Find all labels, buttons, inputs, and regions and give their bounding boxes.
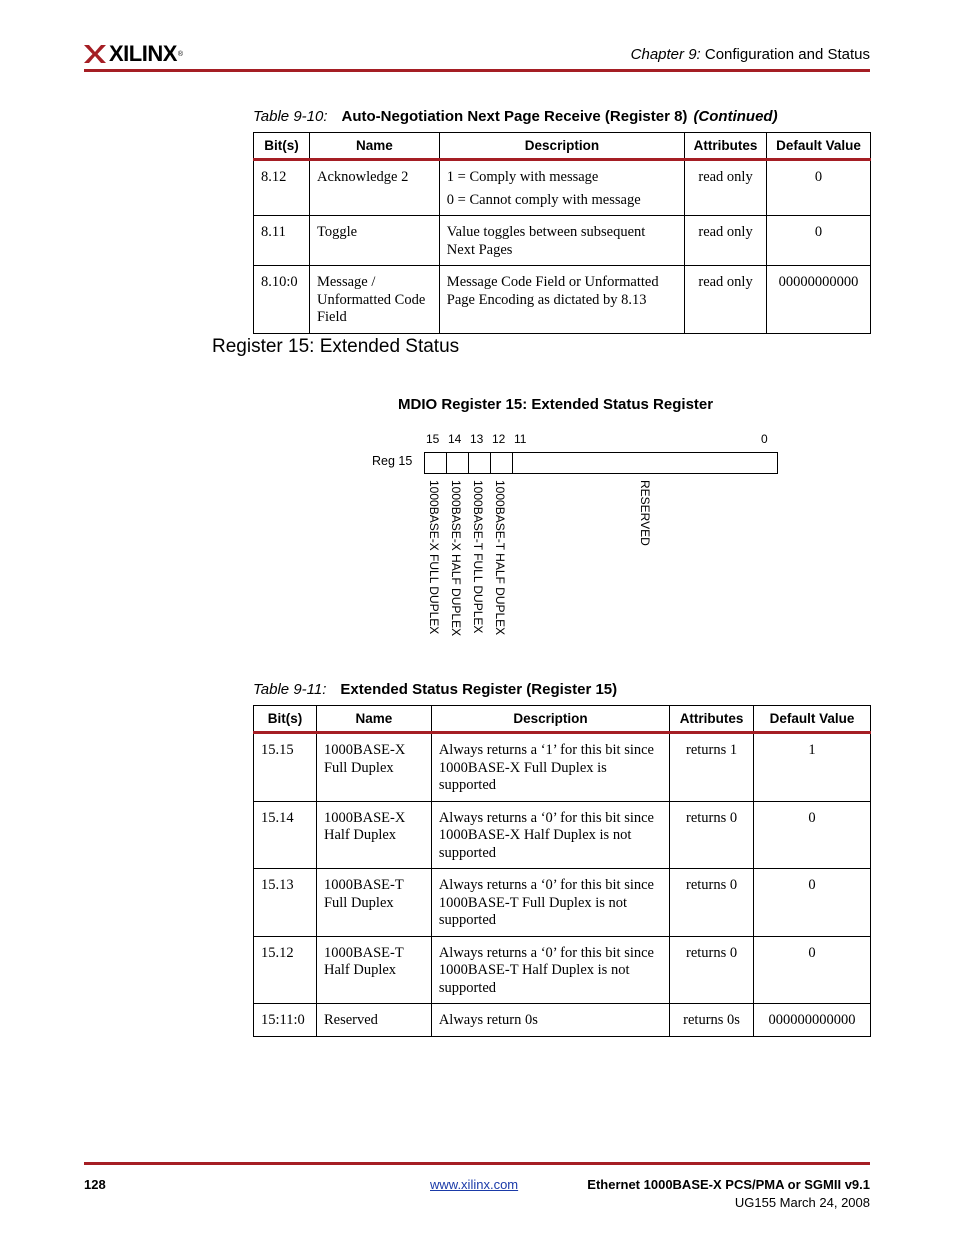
description-line: 1 = Comply with message	[446, 169, 599, 185]
cell-name: 1000BASE-T Full Duplex	[316, 869, 431, 937]
cell-default: 0	[754, 869, 871, 937]
cell-name: 1000BASE-X Half Duplex	[316, 801, 431, 869]
cell-bits: 15.13	[254, 869, 317, 937]
cell-description: Always return 0s	[431, 1004, 669, 1037]
section-heading: Register 15: Extended Status	[212, 336, 460, 357]
cell-bits: 8.11	[254, 216, 310, 266]
cell-description: Always returns a ‘0’ for this bit since 1000BASE-T Half Duplex is not supported	[431, 936, 669, 1004]
table-9-10	[253, 132, 871, 334]
footer-website-link[interactable]: www.xilinx.com	[430, 1177, 519, 1192]
table-row	[254, 266, 871, 334]
cell-default: 1	[754, 733, 871, 802]
register-label: Reg 15	[372, 454, 413, 468]
cell-name: Acknowledge 2	[309, 160, 439, 216]
table-row	[254, 216, 871, 266]
col-header-name: Name	[309, 133, 439, 160]
xilinx-logo	[84, 40, 183, 68]
cell-attributes: read only	[685, 216, 767, 266]
cell-attributes: returns 0	[670, 869, 754, 937]
cell-bits: 8.10:0	[254, 266, 310, 334]
cell-description: Always returns a ‘0’ for this bit since 1000BASE-X Half Duplex is not supported	[431, 801, 669, 869]
table-row	[254, 1004, 871, 1037]
bit-number: 11	[514, 432, 527, 446]
cell-default: 0	[754, 801, 871, 869]
cell-attributes: read only	[685, 160, 767, 216]
cell-description: Message Code Field or Unformatted Page Encoding as dictated by 8.13	[439, 266, 684, 334]
cell-description	[439, 160, 684, 216]
table-9-11	[253, 705, 871, 1037]
cell-attributes: returns 0	[670, 936, 754, 1004]
table-row	[254, 733, 871, 802]
cell-bits: 15.12	[254, 936, 317, 1004]
col-header-bits: Bit(s)	[254, 706, 317, 733]
chapter-title: Configuration and Status	[704, 46, 870, 63]
cell-description: Always returns a ‘0’ for this bit since 1000BASE-T Full Duplex is not supported	[431, 869, 669, 937]
field-label: 1000BASE-X HALF DUPLEX	[449, 480, 463, 637]
bit-number: 12	[492, 432, 506, 446]
cell-name: Reserved	[316, 1004, 431, 1037]
page-number: 128	[84, 1177, 106, 1192]
table-row	[254, 869, 871, 937]
table-continued: (Continued)	[693, 108, 778, 125]
col-header-bits: Bit(s)	[254, 133, 310, 160]
col-header-attributes: Attributes	[685, 133, 767, 160]
figure-title: MDIO Register 15: Extended Status Register	[398, 396, 714, 413]
footer-document-title: Ethernet 1000BASE-X PCS/PMA or SGMII v9.1	[587, 1177, 870, 1192]
xilinx-logo-icon	[84, 43, 106, 65]
table-title: Extended Status Register (Register 15)	[340, 681, 618, 698]
cell-attributes: returns 1	[670, 733, 754, 802]
table-label: Table 9-10:	[253, 108, 328, 125]
bit-divider	[512, 452, 513, 474]
cell-default: 0	[767, 160, 871, 216]
cell-attributes: read only	[685, 266, 767, 334]
logo-registered-mark: ®	[177, 50, 184, 58]
cell-description: Always returns a ‘1’ for this bit since 1000BASE-X Full Duplex is supported	[431, 733, 669, 802]
cell-name: Message / Unformatted Code Field	[309, 266, 439, 334]
chapter-label: Chapter 9:	[630, 46, 701, 63]
cell-bits: 8.12	[254, 160, 310, 216]
cell-bits: 15.14	[254, 801, 317, 869]
footer-document-id: UG155 March 24, 2008	[734, 1195, 870, 1210]
cell-attributes: returns 0	[670, 801, 754, 869]
table-row	[254, 160, 871, 216]
cell-name: Toggle	[309, 216, 439, 266]
bit-number: 14	[448, 432, 462, 446]
cell-attributes: returns 0s	[670, 1004, 754, 1037]
table-title: Auto-Negotiation Next Page Receive (Register 8)	[341, 108, 688, 125]
table-header-row	[254, 706, 871, 733]
bit-divider	[446, 452, 447, 474]
table-9-11-caption	[253, 681, 617, 698]
col-header-description: Description	[439, 133, 684, 160]
table-label: Table 9-11:	[253, 681, 327, 698]
col-header-description: Description	[431, 706, 669, 733]
chapter-heading	[631, 46, 870, 63]
cell-bits: 15.15	[254, 733, 317, 802]
table-header-row	[254, 133, 871, 160]
cell-name: 1000BASE-X Full Duplex	[316, 733, 431, 802]
bit-number: 13	[470, 432, 484, 446]
col-header-name: Name	[316, 706, 431, 733]
table-row	[254, 801, 871, 869]
cell-default: 00000000000	[767, 266, 871, 334]
bit-divider	[468, 452, 469, 474]
col-header-default: Default Value	[767, 133, 871, 160]
cell-default: 0	[754, 936, 871, 1004]
bit-divider	[490, 452, 491, 474]
bit-number: 0	[761, 432, 768, 446]
col-header-default: Default Value	[754, 706, 871, 733]
cell-default: 0	[767, 216, 871, 266]
header-rule	[84, 69, 870, 72]
logo-text: XILINX	[109, 41, 177, 66]
cell-default: 000000000000	[754, 1004, 871, 1037]
table-9-10-caption	[253, 108, 778, 125]
footer-rule	[84, 1162, 870, 1165]
description-line: 0 = Cannot comply with message	[446, 191, 641, 208]
bit-number: 15	[426, 432, 440, 446]
field-label: 1000BASE-T HALF DUPLEX	[493, 480, 507, 636]
register-box	[424, 452, 778, 474]
field-label: RESERVED	[638, 480, 652, 546]
cell-bits: 15:11:0	[254, 1004, 317, 1037]
cell-name: 1000BASE-T Half Duplex	[316, 936, 431, 1004]
field-label: 1000BASE-X FULL DUPLEX	[427, 480, 441, 635]
cell-description: Value toggles between subsequent Next Pages	[439, 216, 684, 266]
col-header-attributes: Attributes	[670, 706, 754, 733]
field-label: 1000BASE-T FULL DUPLEX	[471, 480, 485, 634]
table-row	[254, 936, 871, 1004]
